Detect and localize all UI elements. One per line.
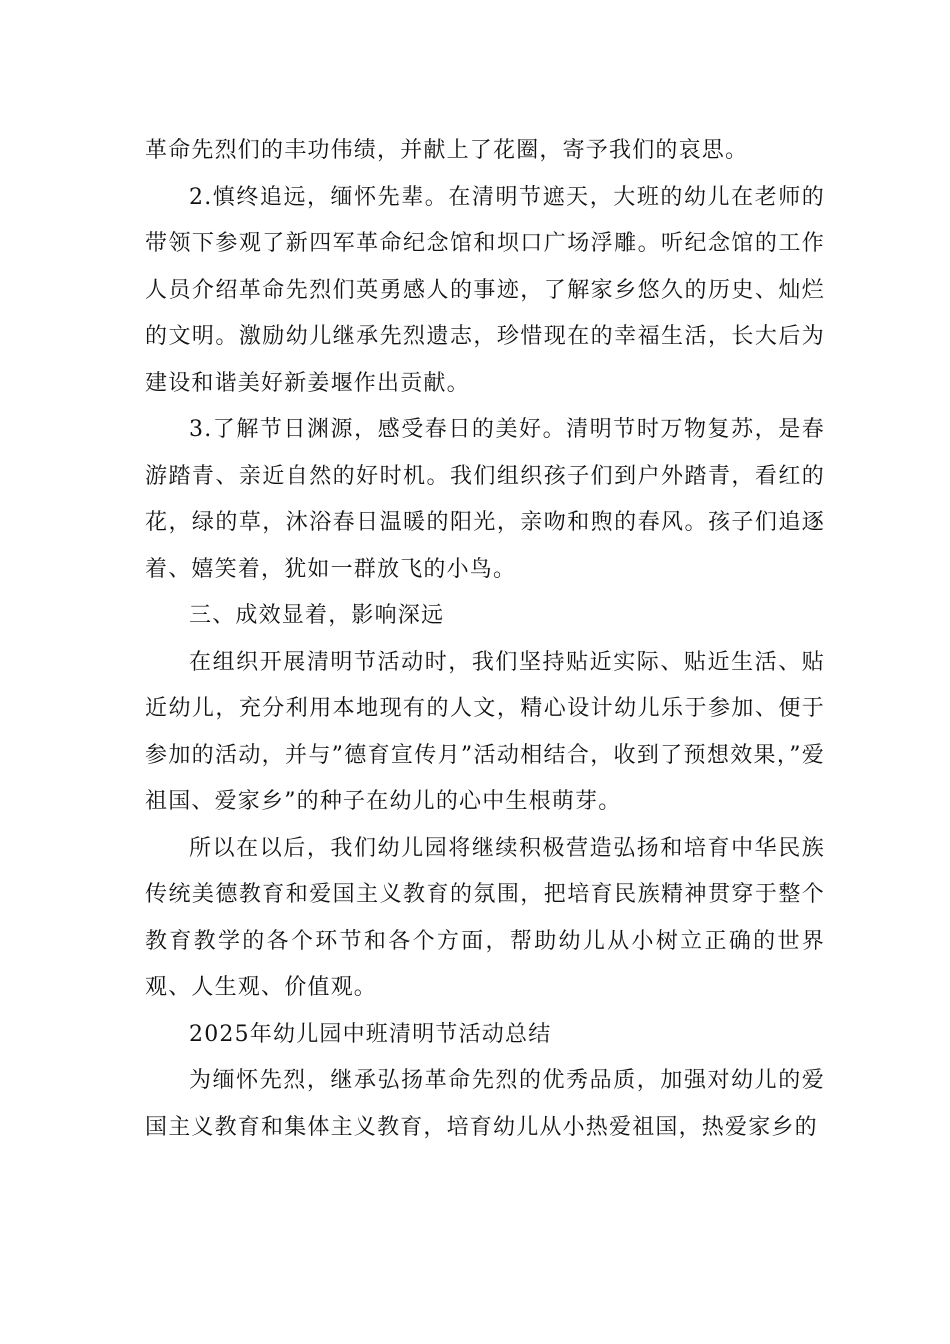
paragraph-item-3: 3.了解节日渊源，感受春日的美好。清明节时万物复苏，是春游踏青、亲近自然的好时机。我们组织孩子们到户外踏青，看红的花，绿的草，沐浴春日温暖的阳光，亲吻和煦的春风。孩子们追逐着、嬉笑着，犹如一群放飞的小鸟。 — [145, 417, 825, 582]
paragraph-intro: 为缅怀先烈，继承弘扬革命先烈的优秀品质，加强对幼儿的爱国主义教育和集体主义教育，培育幼儿从小热爱祖国，热爱家乡的 — [145, 1068, 825, 1140]
document-body — [145, 128, 825, 1151]
paragraph-future: 所以在以后，我们幼儿园将继续积极营造弘扬和培育中华民族传统美德教育和爱国主义教育的氛围，把培育民族精神贯穿于整个教育教学的各个环节和各个方面，帮助幼儿从小树立正确的世界观、人生观、价值观。 — [145, 835, 825, 1000]
paragraph-continuation: 革命先烈们的丰功伟绩，并献上了花圈，寄予我们的哀思。 — [145, 138, 749, 163]
document-subtitle: 2025年幼儿园中班清明节活动总结 — [189, 1021, 552, 1047]
section-heading-3: 三、成效显着，影响深远 — [189, 603, 445, 628]
paragraph-item-2: 2.慎终追远，缅怀先辈。在清明节遮天，大班的幼儿在老师的带领下参观了新四军革命纪念馆和坝口广场浮雕。听纪念馆的工作人员介绍革命先烈们英勇感人的事迹，了解家乡悠久的历史、灿烂的文明。激励幼儿继承先烈遗志，珍惜现在的幸福生活，长大后为建设和谐美好新姜堰作出贡献。 — [145, 184, 825, 396]
paragraph-effects: 在组织开展清明节活动时，我们坚持贴近实际、贴近生活、贴近幼儿，充分利用本地现有的人文，精心设计幼儿乐于参加、便于参加的活动，并与”德育宣传月”活动相结合，收到了预想效果，”爱祖国、爱家乡”的种子在幼儿的心中生根萌芽。 — [145, 649, 825, 814]
